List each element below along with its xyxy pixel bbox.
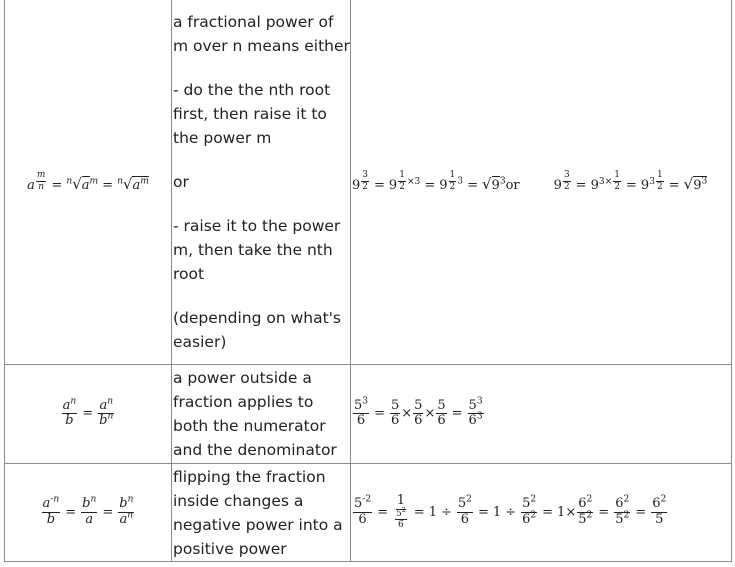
rule-formula: a $^{\frac{m}{n}}$ = $^n√a^m = ^n√a^m$ [27, 169, 149, 194]
example-formula: $\frac{5^{-2}}{6}$ = $\frac{1}{\frac{5^2}{6}}$ = 1 ÷ $\frac{5^2}{6}$ = 1 ÷ $\frac{5^2}{6^2}$ = 1× $\frac{6^2}{5^2}$ = $\frac{6^2}{5^2}$ = $\frac{6^2}{5}$ [354, 493, 667, 531]
description-cell [172, 464, 351, 562]
description-line: (depending on what's easier) [173, 309, 342, 351]
description-line: - do the the nth root first, then raise it to the power m [173, 81, 331, 147]
example-cell [351, 365, 732, 464]
description-line: a power outside a fraction applies to both the numerator and the denominator [173, 369, 337, 459]
example-cell [351, 464, 732, 562]
example-formula: $\frac{5^3}{6}$ = $\frac{5}{6}$ × $\frac{5}{6}$ × $\frac{5}{6}$ = $\frac{5^3}{6^3}$ [354, 396, 483, 429]
or-word: or [505, 178, 520, 194]
table-row [5, 365, 732, 464]
description-line: flipping the fraction inside changes a negative power into a positive power [173, 467, 343, 558]
rule-cell [5, 0, 172, 365]
description-line: or [173, 173, 189, 191]
example-formula: 9 $^{\frac{3}{2}}$ = 9 $^{\frac{1}{2} \times 3}$ = 9 $^{\frac{1}{2}}$ $^3 = √9^3or$ 9 $^{\frac{3}{2}}$ = $9^{3\times \frac{1}{2}}$ = $9^{3 \frac{1}{2}}$ = $√9^3$ [352, 169, 708, 194]
table-row [5, 0, 732, 365]
rule-description [172, 465, 350, 561]
description-line: - raise it to the power m, then take the nth root [173, 217, 341, 283]
rule-description [172, 10, 350, 354]
rule-description [172, 366, 350, 462]
exponent-rules-table [4, 0, 732, 562]
rule-formula: $\frac{a^{-n}}{b}$ = $\frac{b^n}{a}$ = $\frac{b^n}{a^n}$ [42, 494, 134, 527]
example-cell [351, 0, 732, 365]
description-cell [172, 365, 351, 464]
rule-cell [5, 365, 172, 464]
description-cell [172, 0, 351, 365]
rule-cell [5, 464, 172, 562]
rule-formula: $\frac{a^n}{b}$ = $\frac{a^n}{b^n}$ [62, 396, 114, 429]
description-line: a fractional power of m over n means either [173, 13, 350, 55]
table-row [5, 464, 732, 562]
